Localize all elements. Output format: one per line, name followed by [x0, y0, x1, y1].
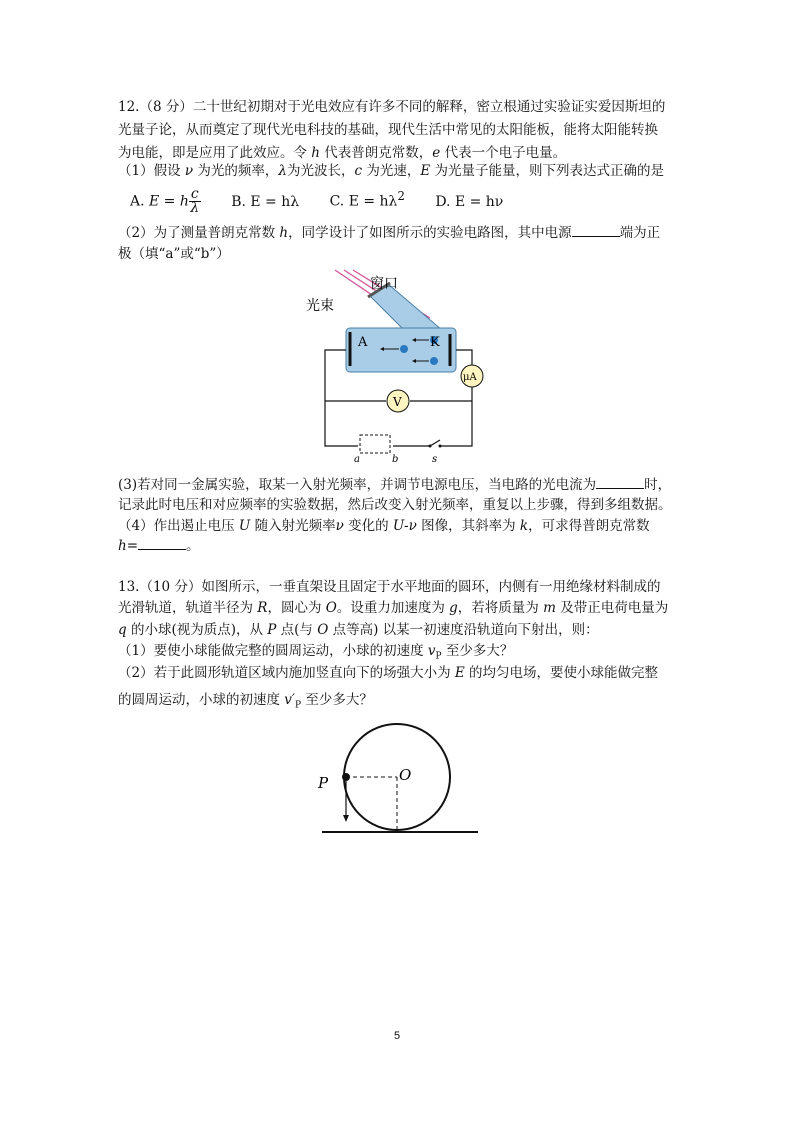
power-source-box — [360, 435, 390, 453]
q12-line-1: 12.（8 分）二十世纪初期对于光电效应有许多不同的解释，密立根通过实验证实爱因斯坦的 — [118, 99, 666, 115]
answer-blank — [572, 224, 620, 237]
photoelectric-circuit-figure — [300, 268, 500, 468]
q12-options — [130, 187, 529, 215]
q13-line-3: q 的小球(视为质点)，从 P 点(与 O 点等高) 以某一初速度沿轨道向下射出，则： — [118, 622, 599, 638]
q13-part-1: （1）要使小球能做完整的圆周运动，小球的初速度 $v_P$ 至少多大？ — [118, 643, 514, 662]
beam-label: 光束 — [306, 298, 334, 314]
switch-label: s — [432, 454, 438, 465]
window-label: 窗口 — [370, 276, 398, 292]
cathode-label: K — [430, 335, 440, 350]
terminal-b-label: b — [392, 454, 399, 465]
q12-part-2: （2）为了测量普朗克常数 h，同学设计了如图所示的实验电路图，其中电源 端为正 — [118, 225, 661, 241]
point-p-label: P — [318, 774, 329, 792]
ammeter-label: μA — [463, 372, 477, 383]
option-a: A. E = h $\frac{c}{\lambda}$ — [130, 186, 200, 217]
terminal-a-label: a — [354, 454, 360, 465]
answer-blank — [138, 537, 186, 550]
q12-line-2: 光量子论，从而奠定了现代光电科技的基础，现代生活中常见的太阳能板，能将太阳能转换 — [118, 122, 658, 138]
answer-blank — [596, 476, 644, 489]
page-number: 5 — [393, 1030, 401, 1042]
point-o-label: O — [399, 766, 412, 784]
option-d: D. E = hν — [435, 193, 504, 210]
q12-part-3: (3)若对同一金属实验，取某一入射光频率，并调节电源电压，当电路的光电流为 时， — [118, 477, 672, 493]
circular-track-figure — [310, 722, 490, 837]
q13-part-2: （2）若于此圆形轨道区域内施加竖直向下的场强大小为 E 的均匀电场，要使小球能做完整 — [118, 665, 659, 681]
voltmeter-label: V — [393, 395, 402, 409]
ball-icon — [342, 773, 350, 781]
electron-icon — [430, 357, 438, 365]
q13-line-2: 光滑轨道，轨道半径为 R，圆心为 O。设重力加速度为 g，若将质量为 m 及带正电荷电量为 — [118, 600, 669, 616]
fraction-c-over-lambda: $\frac{c}{\lambda}$ — [190, 186, 200, 217]
q13-line-1: 13.（10 分）如图所示，一垂直架设且固定于水平地面的圆环，内侧有一用绝缘材料制成的 — [118, 579, 661, 595]
anode-label: A — [358, 335, 368, 350]
q12-line-3: 为电能，即是应用了此效应。令 h 代表普朗克常数，e 代表一个电子电量。 — [118, 145, 567, 161]
q12-part-4-cont: h= 。 — [118, 538, 200, 554]
electron-icon — [400, 345, 408, 353]
q13-part-2-cont: 的圆周运动，小球的初速度 $v'_P$ 至少多大？ — [118, 692, 373, 711]
q12-part-3-cont: 记录此时电压和对应频率的实验数据，然后改变入射光频率，重复以上步骤，得到多组数据。 — [118, 497, 672, 513]
q12-part-2-cont: 极（填“a”或“b”） — [118, 246, 230, 262]
q12-part-4: （4）作出遏止电压 U 随入射光频率ν 变化的 U-ν 图像，其斜率为 k，可求得普朗克常数 — [118, 518, 650, 534]
option-c: C. $E = h\lambda^2$ — [329, 189, 405, 210]
option-b: B. E = hλ — [231, 193, 300, 210]
q12-part-1: （1）假设 ν 为光的频率，λ为光波长，c 为光速，E 为光量子能量，则下列表达式正确的是 — [118, 163, 664, 179]
